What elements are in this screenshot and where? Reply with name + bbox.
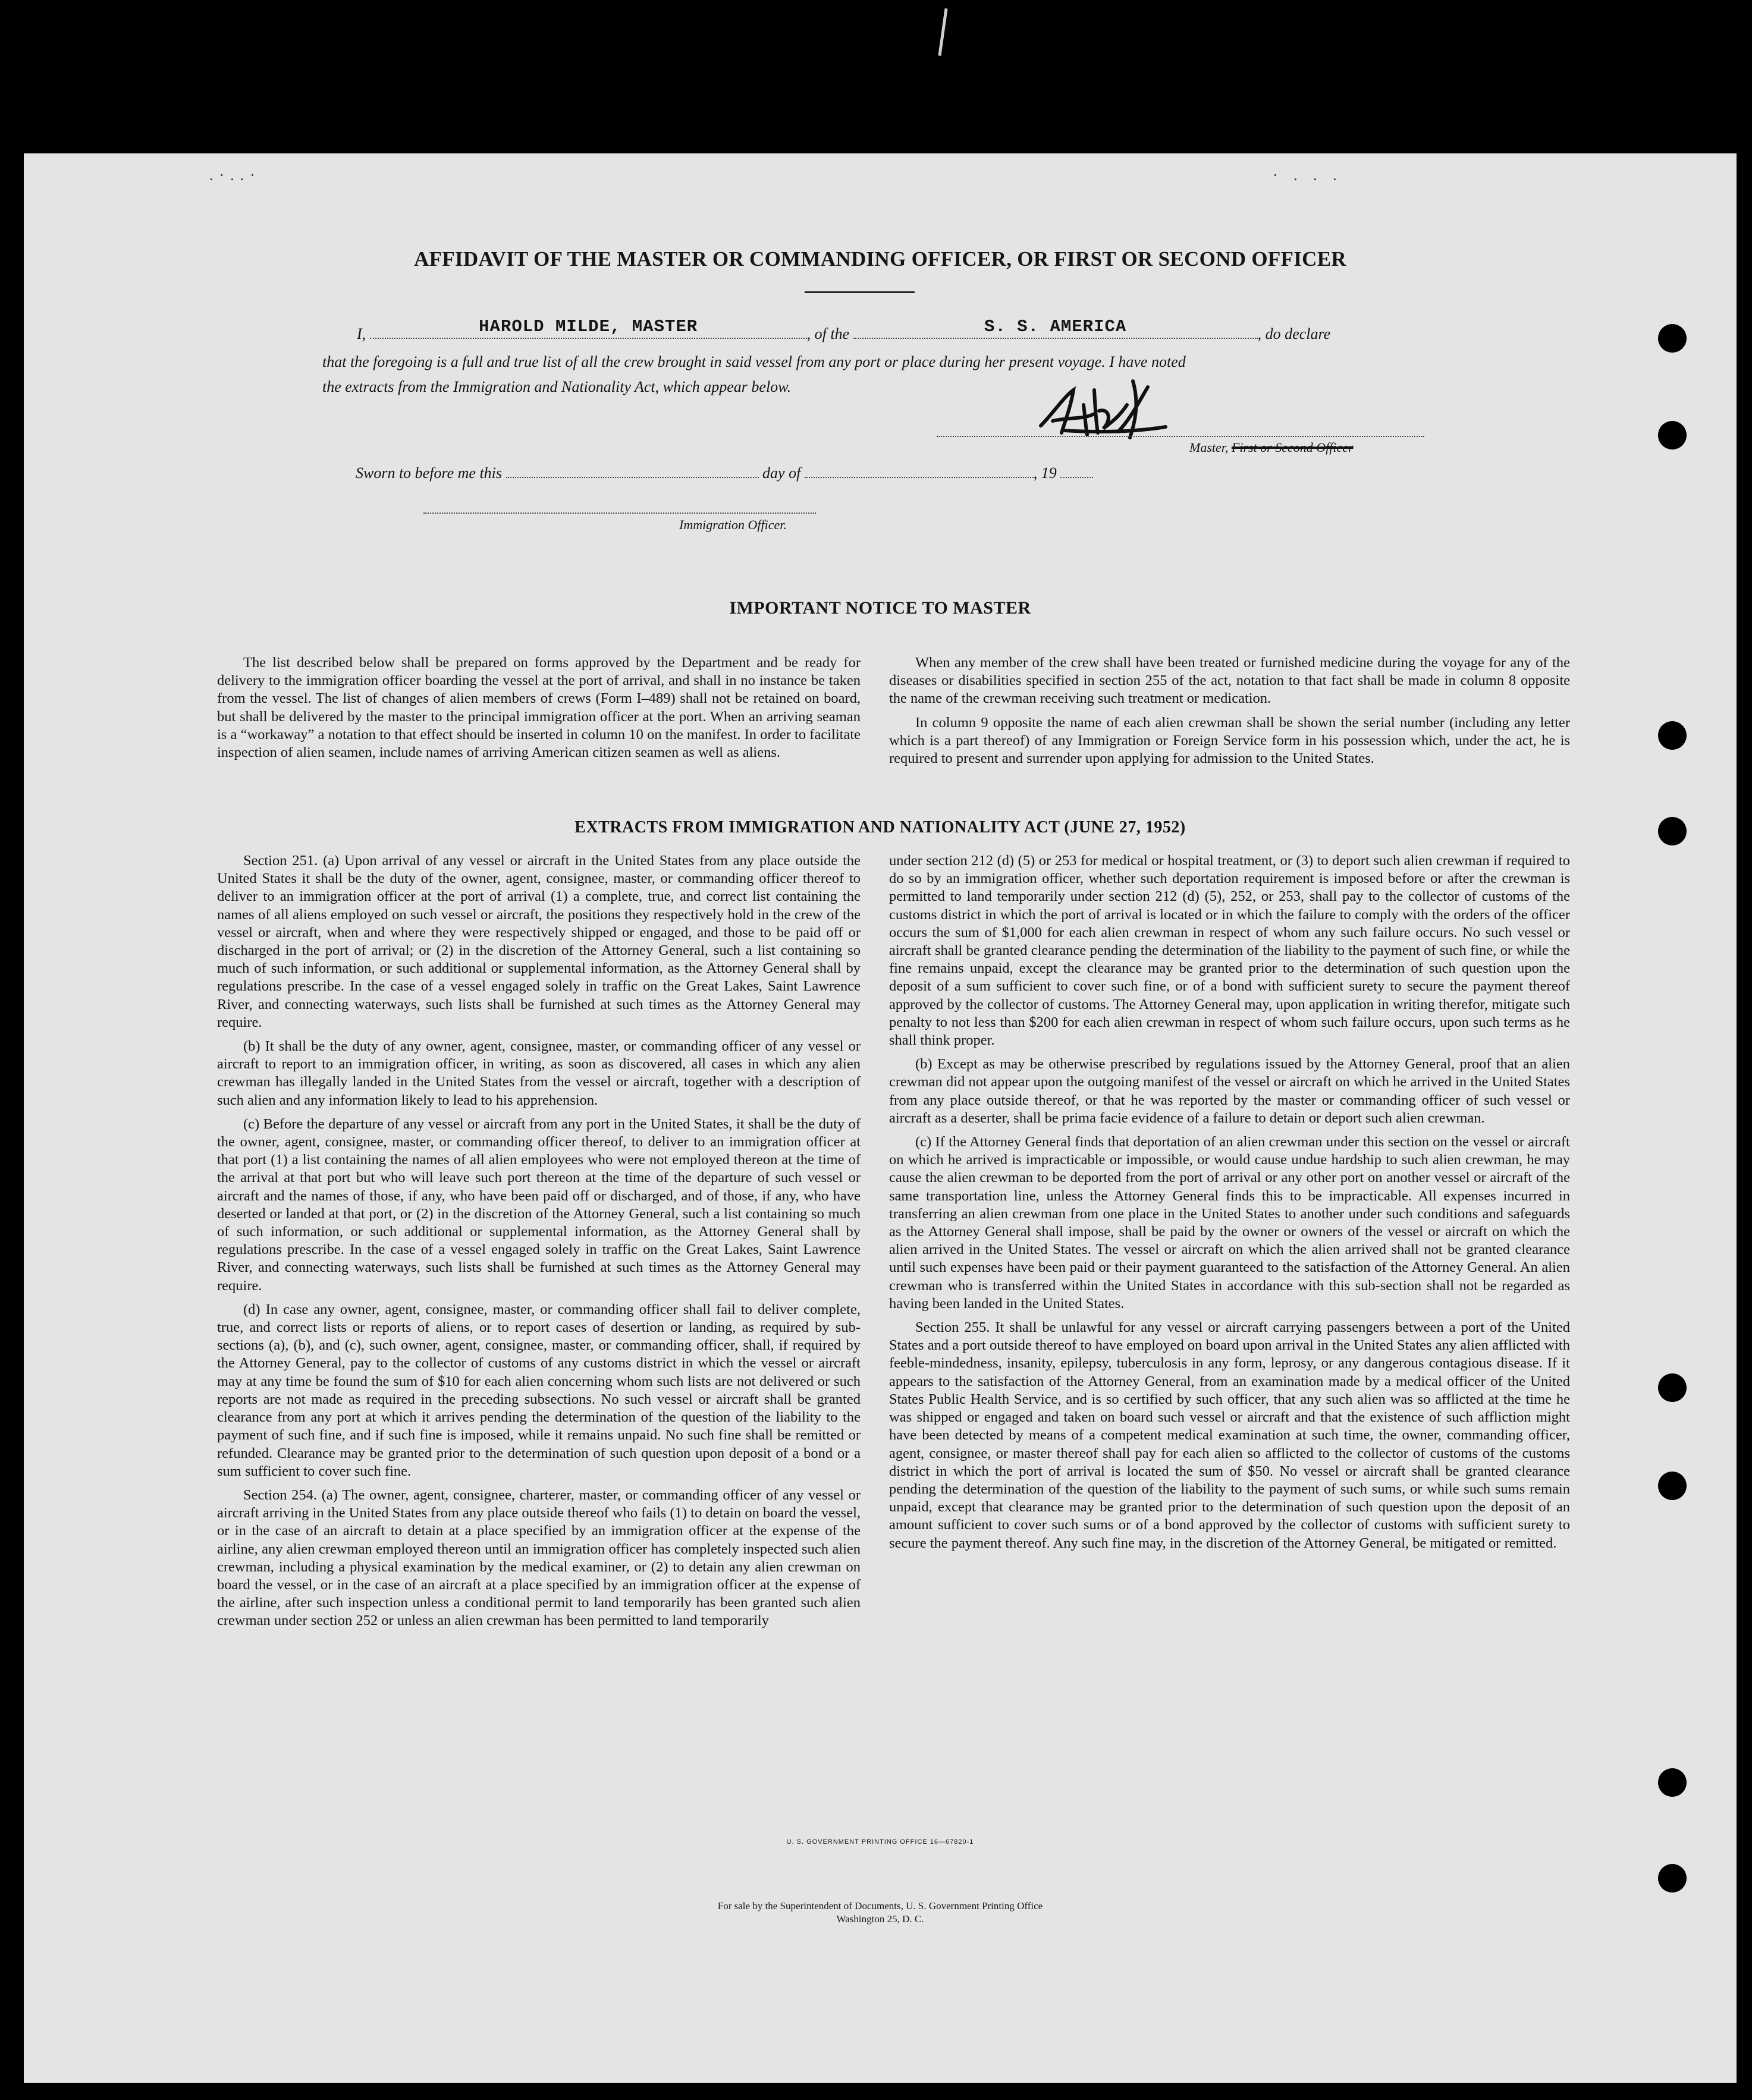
declaration-line-3: the extracts from the Immigration and Nationality Act, which appear below. (322, 378, 792, 395)
notice-paragraph: In column 9 opposite the name of each alien crewman shall be shown the serial number (including any letter which is a part thereof) of any Immigration or Foreign Service form in his possession which, under the act, he is required to present and surrender upon applying for admission to the United States. (889, 714, 1570, 767)
year-prefix: , 19 (1033, 464, 1057, 482)
declaration-line (357, 317, 1331, 343)
sworn-month-field[interactable] (805, 463, 1034, 478)
punch-hole (1658, 721, 1687, 750)
struck-title: First or Second Officer (1231, 440, 1354, 455)
name-field[interactable] (370, 317, 807, 339)
sworn-day-field[interactable] (506, 463, 759, 478)
extracts-left-column (217, 852, 861, 1630)
corner-speck: · . . . (1273, 166, 1343, 184)
declaration-prefix: I, (357, 325, 366, 342)
punch-hole (1658, 324, 1687, 353)
immigration-officer-caption: Immigration Officer. (679, 517, 787, 532)
sale-line-2: Washington 25, D. C. (836, 1913, 924, 1925)
notice-right-column (889, 654, 1570, 768)
punch-hole (1658, 1373, 1687, 1402)
name-value: HAROLD MILDE, MASTER (479, 317, 698, 337)
stray-pen-mark (938, 8, 947, 56)
extracts-right-column (889, 852, 1570, 1552)
signer-caption (1189, 440, 1354, 455)
act-paragraph: (b) Except as may be otherwise prescribed by regulations issued by the Attorney General, proof that an alien crewman did not appear upon the outgoing manifest of the vessel or aircraft on which he arrived in the United States from any place outside thereof, or that he was reported by the master or commanding officer of such vessel or aircraft as a deserter, shall be prima facie evidence of a failure to detain or deport such alien crewman. (889, 1056, 1570, 1126)
gpo-print-code: U. S. GOVERNMENT PRINTING OFFICE 16—67820-1 (786, 1838, 974, 1846)
punch-hole (1658, 1864, 1687, 1892)
punch-hole (1658, 1768, 1687, 1797)
of-the-label: , of the (806, 325, 850, 342)
vessel-field[interactable] (853, 317, 1258, 339)
immigration-officer-signature-line (423, 513, 816, 514)
affidavit-title: AFFIDAVIT OF THE MASTER OR COMMANDING OFFICER, OR FIRST OR SECOND OFFICER (414, 247, 1346, 271)
document-page (24, 153, 1737, 2083)
do-declare-label: , do declare (1257, 325, 1331, 342)
title-rule (805, 291, 915, 293)
notice-heading: IMPORTANT NOTICE TO MASTER (729, 598, 1031, 618)
declaration-line-2: that the foregoing is a full and true list of all the crew brought in said vessel from any port or place during her present voyage. I have noted (322, 353, 1186, 370)
punch-hole (1658, 421, 1687, 449)
sale-notice (24, 1900, 1737, 1926)
vessel-value: S. S. AMERICA (984, 317, 1127, 337)
notice-paragraph: When any member of the crew shall have been treated or furnished medicine during the voyage for any of the diseases or disabilities specified in section 255 of the act, notation to that fact shall be made in column 8 opposite the name of the crewman receiving such treatment or medication. (889, 655, 1570, 707)
act-paragraph: (c) If the Attorney General finds that deportation of an alien crewman under this section on the vessel or aircraft on which he arrived is impracticable or impossible, or would cause undue hardship to such alien crewman, he may cause the alien crewman to be deported from the port of arrival or any other port on another vessel or aircraft of the same transportation line, unless the Attorney General finds this to be impracticable. All expenses incurred in transferring an alien crewman from one place in the United States to another under such conditions and safeguards as the Attorney General shall impose, shall be paid by the owner or owners of the vessel or aircraft on which the alien arrived in the United States. The vessel or aircraft on which the alien arrived shall not be granted clearance until such expenses have been paid or their payment guaranteed to the satisfaction of the Attorney General. An alien crewman who is transferred within the United States in accordance with this sub-section shall not be regarded as having been landed in the United States. (889, 1134, 1570, 1312)
day-of-label: day of (762, 464, 801, 482)
notice-left-column (217, 654, 861, 762)
sworn-line (356, 463, 1093, 482)
act-paragraph: Section 254. (a) The owner, agent, consignee, charterer, master, or commanding officer of any vessel or aircraft arriving in the United States from any place outside thereof who fails (1) to detain on board the vessel, or in the case of an aircraft to detain at a place specified by an immigration officer at the expense of the airline, any alien crewman employed thereon until an immigration officer has completely inspected such alien crewman, including a physical examination by the medical examiner, or (2) to detain any alien crewman on board the vessel, or in the case of an aircraft at a place specified by an immigration officer at the expense of the airline, after such inspection unless a conditional permit to land temporarily has been granted such alien crewman under section 252 or unless an alien crewman has been permitted to land temporarily (217, 1486, 861, 1629)
notice-paragraph: The list described below shall be prepared on forms approved by the Department and be ready for delivery to the immigration officer boarding the vessel at the port of arrival, and shall in no instance be taken from the vessel. The list of changes of alien members of crews (Form I–489) shall not be retained on board, but shall be delivered by the master to the principal immigration officer at the port. When an arriving seaman is a “workaway” a notation to that effect should be inserted in column 10 on the manifest. In order to facilitate inspection of alien seamen, include names of arriving American citizen seamen as well as aliens. (217, 655, 861, 761)
punch-hole (1658, 1472, 1687, 1500)
act-paragraph: (b) It shall be the duty of any owner, agent, consignee, master, or commanding officer of any vessel or aircraft to report to an immigration officer, in writing, as soon as discovered, all cases in which any alien crewman has illegally landed in the United States from the vessel or aircraft, together with a description of such alien and any information likely to lead to his apprehension. (217, 1038, 861, 1108)
sworn-prefix: Sworn to before me this (356, 464, 503, 482)
corner-speck: .·..· (209, 166, 261, 184)
signer-title: Master, (1189, 440, 1229, 455)
signature-line (937, 436, 1424, 437)
handwritten-signature (1029, 378, 1207, 444)
act-paragraph: Section 251. (a) Upon arrival of any vessel or aircraft in the United States from any place outside the United States it shall be the duty of the owner, agent, consignee, master, or commanding officer thereof to deliver to an immigration officer at the port of arrival (1) a complete, true, and correct list containing the names of all aliens employed on such vessel or aircraft, the positions they respectively hold in the crew of the vessel or aircraft, when and where they were respectively shipped or engaged, and those to be paid off or discharged in the port of arrival; or (2) in the discretion of the Attorney General, such a list containing so much of such information, or such additional or supplemental information, as the Attorney General shall by regulations prescribe. In the case of a vessel engaged solely in traffic on the Great Lakes, Saint Lawrence River, and connecting waterways, such lists shall be furnished at such times as the Attorney General may require. (217, 853, 861, 1030)
act-paragraph: under section 212 (d) (5) or 253 for medical or hospital treatment, or (3) to deport such alien crewman if required to do so by an immigration officer, whether such deportation requirement is imposed before or after the crewman is permitted to land temporarily under section 212 (d) (5), 252, or 253, shall pay to the collector of customs of the customs district in which the port of arrival is located or in which the failure to comply with the orders of the officer occurs the sum of $1,000 for each alien crewman in respect of whom any such failure occurs. No such vessel or aircraft shall be granted clearance pending the determination of the liability to the payment of such fine, or while the fine remains unpaid, except the clearance may be granted prior to the determination of such question upon the deposit of a sum sufficient to cover such fine, or of a bond with sufficient surety to secure the payment thereof approved by the collector of customs. The Attorney General may, upon application in writing therefor, mitigate such penalty to not less than $200 for each alien crewman in respect of whom such failure occurs, upon such terms as he shall think proper. (889, 853, 1570, 1049)
act-paragraph: (d) In case any owner, agent, consignee, master, or commanding officer shall fail to deliver complete, true, and correct lists or reports of aliens, or to report cases of desertion or landing, as required by sub-sections (a), (b), and (c), such owner, agent, consignee, master, or commanding officer, shall, if required by the Attorney General, pay to the collector of customs of any customs district in which the vessel or aircraft may at any time be found the sum of $10 for each alien concerning whom such lists are not delivered or such reports are not made as required in the preceding subsections. No such vessel or aircraft shall be granted clearance from any port at which it arrives pending the determination of the question of the liability to the payment of such fine, and if such fine is imposed, while it remains unpaid. No such fine shall be remitted or refunded. Clearance may be granted prior to the determination of such question upon deposit of a bond or a sum sufficient to cover such fine. (217, 1301, 861, 1479)
act-paragraph: (c) Before the departure of any vessel or aircraft from any port in the United States, it shall be the duty of the owner, agent, consignee, master, or commanding officer thereof, to deliver to an immigration officer at that port (1) a list containing the names of all alien employees who were not employed thereon at the time of the arrival at that port but who will leave such port thereon at the time of the departure of such vessel or aircraft and the names of those, if any, who have been paid off or discharged, and of those, if any, who have deserted or landed at that port, or (2) in the discretion of the Attorney General, such a list containing so much of such information, or such additional or supplemental information, as the Attorney General shall by regulations prescribe. In the case of a vessel engaged solely in traffic on the Great Lakes, Saint Lawrence River, and connecting waterways, such lists shall be furnished at such times as the Attorney General may require. (217, 1115, 861, 1294)
extracts-heading: EXTRACTS FROM IMMIGRATION AND NATIONALITY ACT (JUNE 27, 1952) (574, 818, 1186, 837)
sale-line-1: For sale by the Superintendent of Documents, U. S. Government Printing Office (717, 1900, 1043, 1912)
act-paragraph: Section 255. It shall be unlawful for any vessel or aircraft carrying passengers between a port of the United States and a port outside thereof to have employed on board upon arrival in the United States any alien afflicted with feeble-mindedness, insanity, epilepsy, tuberculosis in any form, leprosy, or any dangerous contagious disease. If it appears to the satisfaction of the Attorney General, from an examination made by a medical officer of the United States Public Health Service, and is so certified by such officer, that any such alien was so afflicted at the time he was shipped or engaged and taken on board such vessel or aircraft and that the existence of such affliction might have been detected by means of a competent medical examination at such time, the owner, commanding officer, agent, consignee, or master thereof shall pay for each alien so afflicted to the collector of customs of the customs district in which the port of arrival is located the sum of $50. No vessel or aircraft shall be granted clearance pending the determination of the question of the liability to the payment of such sums, or while such sums remain unpaid, except that clearance may be granted prior to the determination of such question upon the deposit of an amount sufficient to cover such sums or of a bond approved by the collector of customs with sufficient surety to secure the payment thereof. Any such fine may, in the discretion of the Attorney General, be mitigated or remitted. (889, 1319, 1570, 1551)
sworn-year-field[interactable] (1060, 463, 1093, 478)
